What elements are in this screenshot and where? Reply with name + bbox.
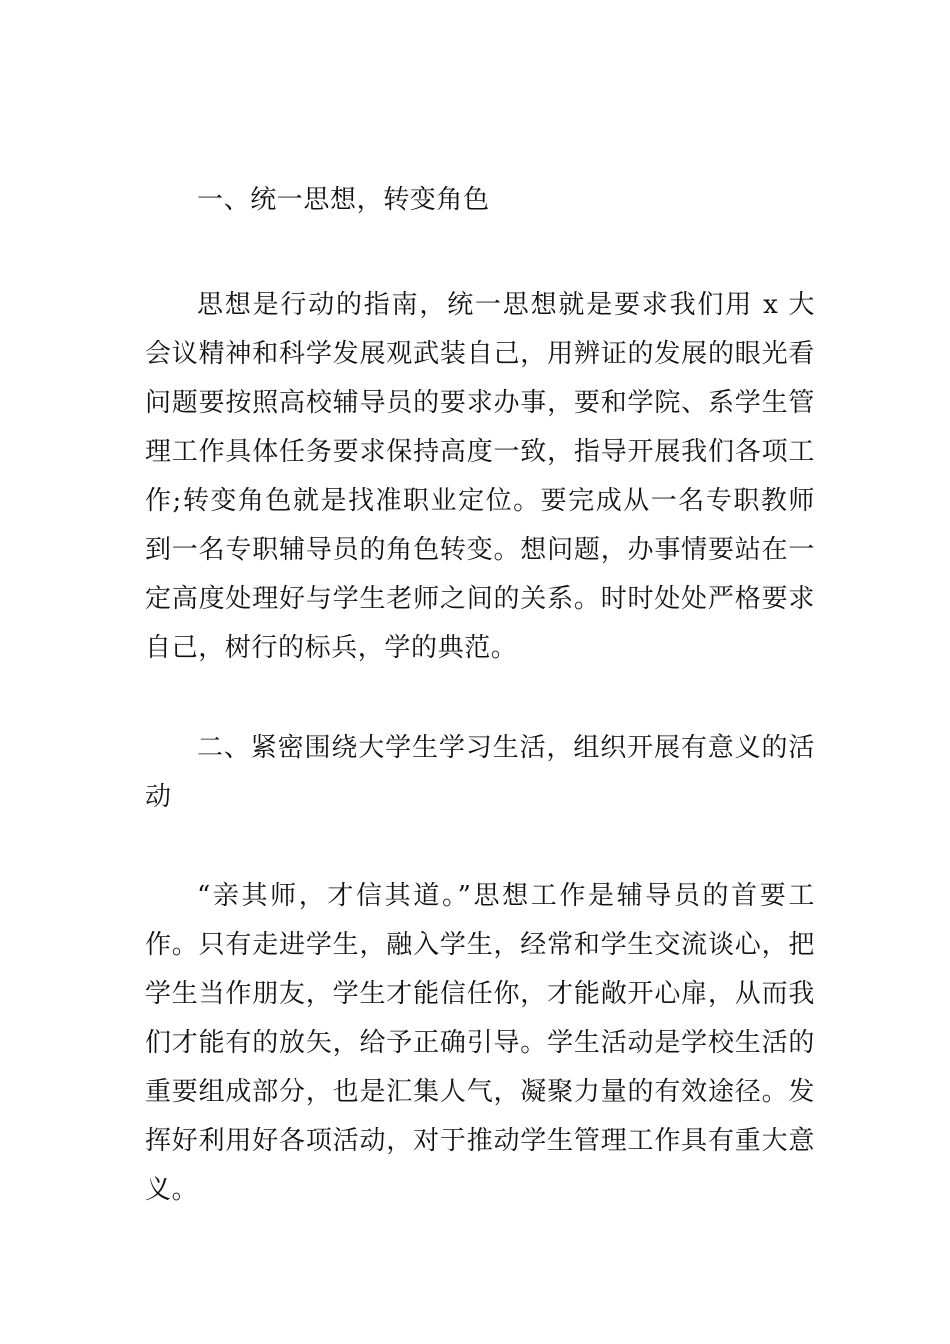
- section-heading-1: 一、统一思想，转变角色: [197, 185, 490, 215]
- section-paragraph-1: 思想是行动的指南，统一思想就是要求我们用 x 大会议精神和科学发展观武装自己，用辨证的发展的眼光看问题要按照高校辅导员的要求办事，要和学院、系学生管理工作具体任务要求保持高度一致，指导开展我们各项工作;转变角色就是找准职业定位。要完成从一名专职教师到一名专职辅导员的角色转变。想问题，办事情要站在一定高度处理好与学生老师之间的关系。时时处处严格要求自己，树行的标兵，学的典范。: [145, 290, 815, 663]
- section-paragraph-2: “亲其师，才信其道。”思想工作是辅导员的首要工作。只有走进学生，融入学生，经常和学生交流谈心，把学生当作朋友，学生才能信任你，才能敞开心扉，从而我们才能有的放矢，给予正确引导。学生活动是学校生活的重要组成部分，也是汇集人气，凝聚力量的有效途径。发挥好利用好各项活动，对于推动学生管理工作具有重大意义。: [145, 881, 815, 1205]
- section-heading-2: 二、紧密围绕大学生学习生活，组织开展有意义的活动: [145, 733, 815, 812]
